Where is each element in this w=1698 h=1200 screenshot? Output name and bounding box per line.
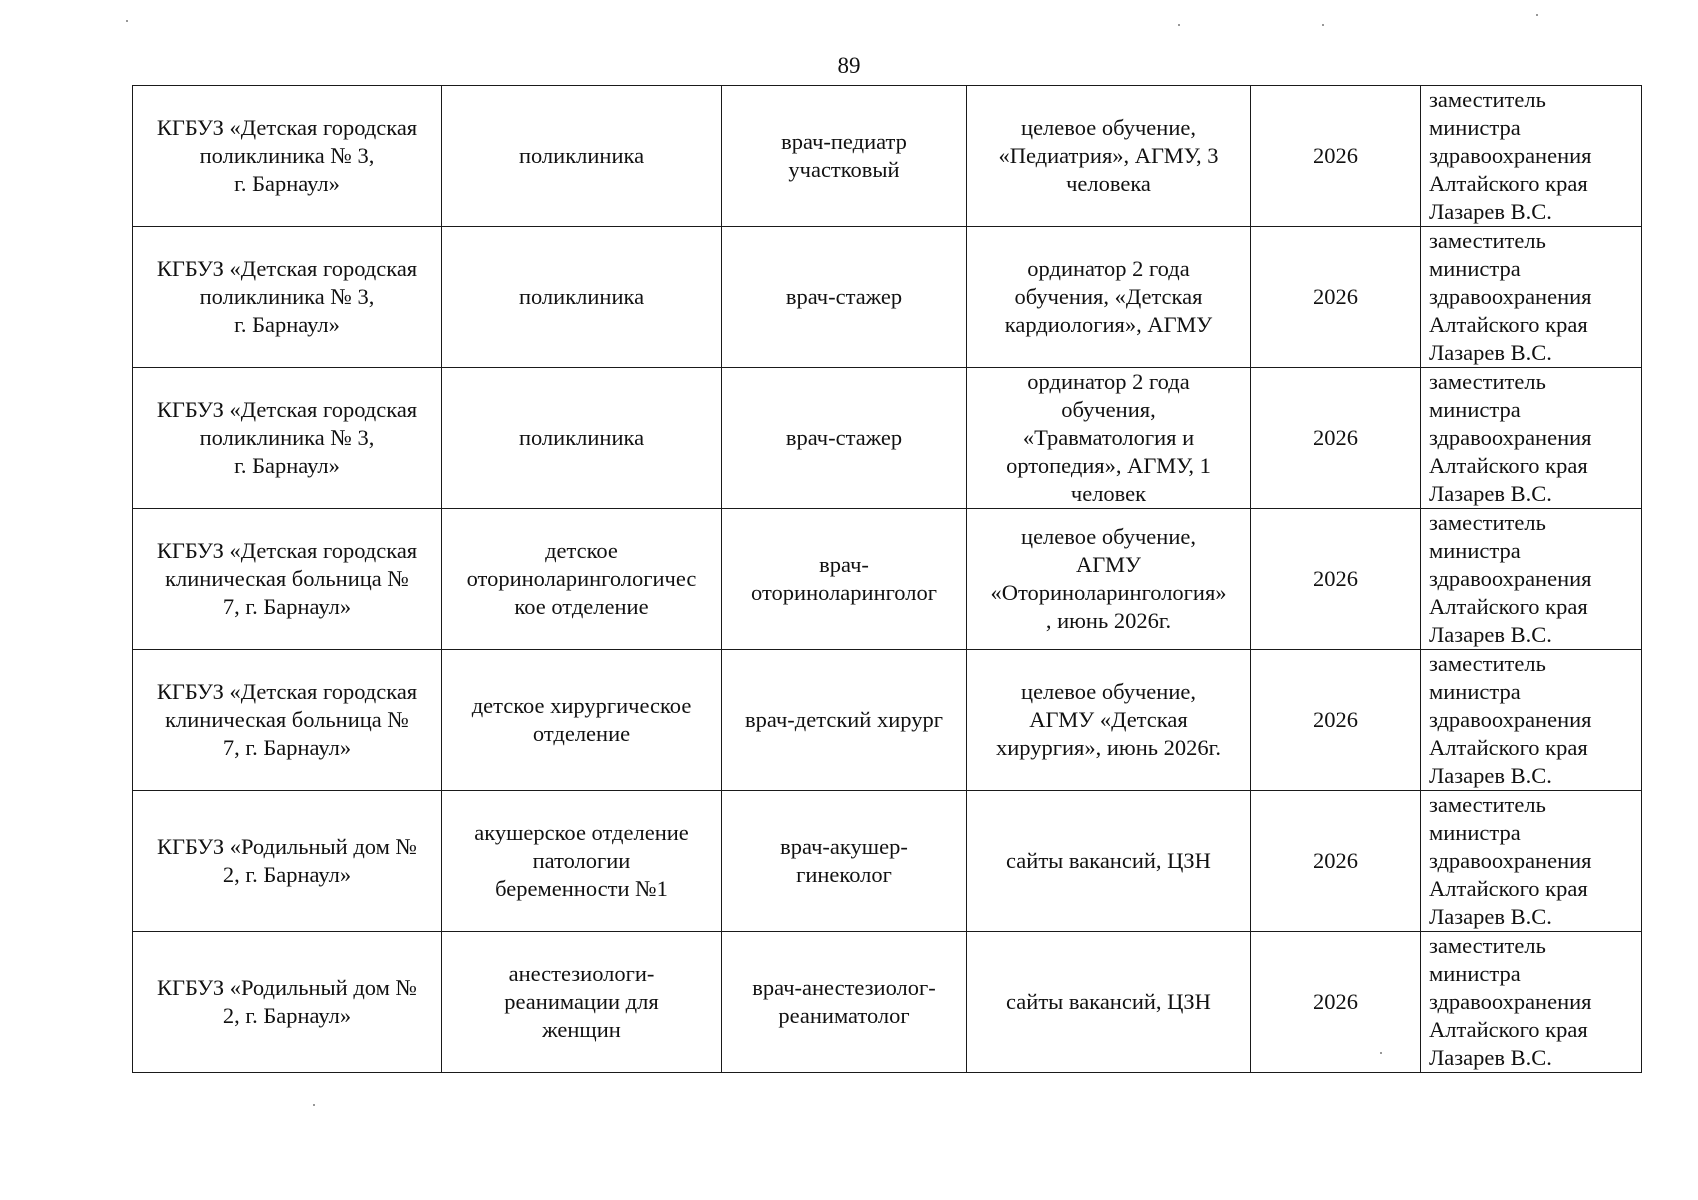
- table-body: [133, 86, 1642, 1073]
- cell-department: [442, 509, 722, 650]
- cell-year: [1251, 86, 1421, 227]
- cell-responsible-text: заместитель министра здравоохранения Алтайского края Лазарев В.С.: [1429, 87, 1592, 224]
- cell-department: [442, 368, 722, 509]
- cell-department-text: детское хирургическое отделение: [471, 693, 692, 746]
- cell-department-text: поликлиника: [518, 284, 645, 309]
- cell-department-text: поликлиника: [518, 425, 645, 450]
- cell-year-text: 2026: [1313, 848, 1358, 873]
- table-row: [133, 791, 1642, 932]
- cell-department: [442, 791, 722, 932]
- cell-year-text: 2026: [1313, 425, 1358, 450]
- cell-year: [1251, 227, 1421, 368]
- cell-source-text: целевое обучение, АГМУ «Детская хирургия», июнь 2026г.: [996, 679, 1221, 760]
- cell-source-text: ординатор 2 года обучения, «Травматология и ортопедия», АГМУ, 1 человек: [1006, 369, 1211, 506]
- cell-responsible: [1421, 932, 1642, 1073]
- cell-position-text: врач-акушер- гинеколог: [780, 834, 908, 887]
- cell-responsible: [1421, 227, 1642, 368]
- cell-position: [722, 509, 967, 650]
- cell-year-text: 2026: [1313, 707, 1358, 732]
- cell-year: [1251, 368, 1421, 509]
- cell-position: [722, 368, 967, 509]
- cell-year-text: 2026: [1313, 143, 1358, 168]
- cell-position: [722, 791, 967, 932]
- cell-organization: [133, 86, 442, 227]
- page-number: 89: [837, 53, 861, 78]
- cell-responsible: [1421, 509, 1642, 650]
- cell-organization: [133, 932, 442, 1073]
- cell-source: [967, 86, 1251, 227]
- cell-source-text: целевое обучение, «Педиатрия», АГМУ, 3 человека: [998, 115, 1219, 196]
- cell-year-text: 2026: [1313, 989, 1358, 1014]
- table-row: [133, 650, 1642, 791]
- cell-organization: [133, 368, 442, 509]
- staffing-table: [132, 85, 1642, 1073]
- cell-position-text: врач-анестезиолог- реаниматолог: [752, 975, 936, 1028]
- table-row: [133, 932, 1642, 1073]
- cell-year: [1251, 509, 1421, 650]
- cell-department-text: акушерское отделение патологии беременности №1: [474, 820, 689, 901]
- cell-year-text: 2026: [1313, 566, 1358, 591]
- cell-department-text: детское оториноларингологичес кое отделение: [466, 538, 697, 619]
- table-row: [133, 227, 1642, 368]
- cell-position-text: врач- оториноларинголог: [751, 552, 937, 605]
- cell-position: [722, 86, 967, 227]
- cell-organization-text: КГБУЗ «Детская городская клиническая больница № 7, г. Барнаул»: [156, 538, 418, 619]
- cell-department: [442, 932, 722, 1073]
- cell-year-text: 2026: [1313, 284, 1358, 309]
- cell-organization: [133, 227, 442, 368]
- cell-source: [967, 650, 1251, 791]
- cell-responsible-text: заместитель министра здравоохранения Алтайского края Лазарев В.С.: [1429, 792, 1592, 929]
- cell-responsible-text: заместитель министра здравоохранения Алтайского края Лазарев В.С.: [1429, 651, 1592, 788]
- cell-organization-text: КГБУЗ «Родильный дом № 2, г. Барнаул»: [157, 975, 417, 1028]
- cell-source-text: сайты вакансий, ЦЗН: [1006, 989, 1211, 1014]
- cell-position-text: врач-педиатр участковый: [781, 129, 907, 182]
- table-row: [133, 368, 1642, 509]
- cell-year: [1251, 650, 1421, 791]
- cell-department: [442, 650, 722, 791]
- cell-responsible-text: заместитель министра здравоохранения Алтайского края Лазарев В.С.: [1429, 933, 1592, 1070]
- cell-department-text: поликлиника: [518, 143, 645, 168]
- cell-responsible: [1421, 368, 1642, 509]
- cell-responsible: [1421, 86, 1642, 227]
- table-row: [133, 86, 1642, 227]
- cell-year: [1251, 932, 1421, 1073]
- cell-responsible-text: заместитель министра здравоохранения Алтайского края Лазарев В.С.: [1429, 369, 1592, 506]
- cell-source-text: ординатор 2 года обучения, «Детская кардиология», АГМУ: [1004, 256, 1213, 337]
- cell-department-text: анестезиологи- реанимации для женщин: [504, 961, 659, 1042]
- cell-organization: [133, 509, 442, 650]
- cell-organization: [133, 791, 442, 932]
- cell-organization-text: КГБУЗ «Детская городская поликлиника № 3, г. Барнаул»: [156, 397, 418, 478]
- cell-source: [967, 227, 1251, 368]
- cell-position: [722, 227, 967, 368]
- cell-responsible-text: заместитель министра здравоохранения Алтайского края Лазарев В.С.: [1429, 228, 1592, 365]
- cell-responsible-text: заместитель министра здравоохранения Алтайского края Лазарев В.С.: [1429, 510, 1592, 647]
- cell-responsible: [1421, 791, 1642, 932]
- cell-department: [442, 86, 722, 227]
- cell-position-text: врач-детский хирург: [745, 707, 943, 732]
- cell-source: [967, 509, 1251, 650]
- table-row: [133, 509, 1642, 650]
- cell-organization-text: КГБУЗ «Детская городская поликлиника № 3, г. Барнаул»: [156, 115, 418, 196]
- cell-year: [1251, 791, 1421, 932]
- cell-source: [967, 368, 1251, 509]
- cell-position: [722, 650, 967, 791]
- cell-organization-text: КГБУЗ «Детская городская клиническая больница № 7, г. Барнаул»: [156, 679, 418, 760]
- cell-source: [967, 932, 1251, 1073]
- cell-position: [722, 932, 967, 1073]
- cell-organization: [133, 650, 442, 791]
- cell-source: [967, 791, 1251, 932]
- cell-position-text: врач-стажер: [785, 425, 903, 450]
- cell-organization-text: КГБУЗ «Детская городская поликлиника № 3, г. Барнаул»: [156, 256, 418, 337]
- cell-responsible: [1421, 650, 1642, 791]
- cell-source-text: целевое обучение, АГМУ «Оториноларингология» , июнь 2026г.: [990, 524, 1227, 633]
- cell-department: [442, 227, 722, 368]
- cell-organization-text: КГБУЗ «Родильный дом № 2, г. Барнаул»: [157, 834, 417, 887]
- cell-position-text: врач-стажер: [785, 284, 903, 309]
- cell-source-text: сайты вакансий, ЦЗН: [1006, 848, 1211, 873]
